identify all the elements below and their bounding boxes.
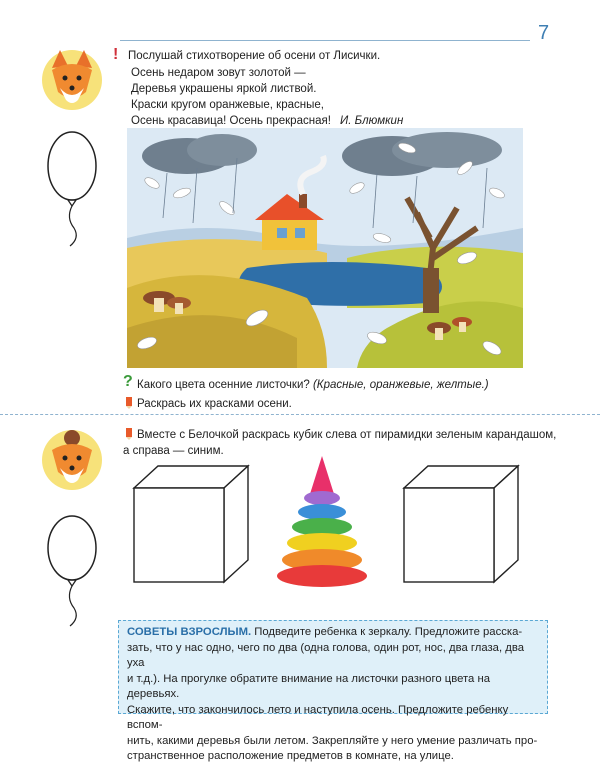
advice-for-adults-box [118, 620, 548, 762]
section-divider [0, 414, 600, 415]
poem-author: И. Блюмкин [340, 115, 404, 127]
top-rule [120, 40, 530, 41]
question-text [137, 377, 489, 393]
balloon-outline-icon [44, 128, 104, 248]
page-number: 7 [538, 22, 550, 44]
poem-line-4: Осень красавица! Осень прекрасная! [131, 115, 331, 127]
tips-line-5: нить, какими деревья были летом. Закрепляйте у него умение различать про- [127, 734, 538, 747]
fox-squirrel-icon [38, 428, 106, 490]
task2-line-1: Вместе с Белочкой раскрась кубик слева от пирамидки зеленым карандашом, [137, 429, 557, 441]
task2-line-2: а справа — синим. [123, 445, 224, 457]
task1-instruction: Послушай стихотворение об осени от Лисички. [128, 50, 381, 62]
pencil-icon [124, 426, 134, 440]
tips-heading: СОВЕТЫ ВЗРОСЛЫМ. [127, 626, 252, 638]
color-instruction: Раскрась их красками осени. [137, 398, 292, 410]
balloon-outline-icon [44, 514, 104, 628]
poem-line-2: Деревья украшены яркой листвой. [131, 83, 317, 95]
poem-line-3: Краски кругом оранжевые, красные, [131, 99, 324, 111]
pyramid-toy-illustration [272, 452, 372, 588]
poem-line-1: Осень недаром зовут золотой — [131, 67, 306, 79]
pencil-icon [124, 395, 134, 409]
cube-left-outline[interactable] [132, 464, 252, 586]
autumn-landscape-illustration [127, 128, 523, 368]
question-label: Какого цвета осенние листочки? [137, 379, 310, 391]
tips-text-1: Подведите ребенка к зеркалу. Предложите расска- [251, 626, 523, 638]
tips-line-3: и т.д.). На прогулке обратите внимание на листочки разного цвета на деревьях. [127, 672, 490, 700]
fox-icon [38, 48, 106, 110]
attention-icon: ! [113, 46, 119, 63]
tips-line-4: Скажите, что закончилось лето и наступила осень. Предложите ребенку вспом- [127, 703, 509, 731]
tips-line-6: странственное расположение предметов в комнате, на улице. [127, 750, 454, 762]
tips-line-1 [127, 625, 539, 641]
tips-line-2: зать, что у нас одно, чего по два (одна голова, один рот, нос, два глаза, два уха [127, 641, 524, 669]
cube-right-outline[interactable] [402, 464, 522, 586]
question-icon: ? [123, 373, 133, 390]
question-answer: (Красные, оранжевые, желтые.) [312, 379, 489, 391]
